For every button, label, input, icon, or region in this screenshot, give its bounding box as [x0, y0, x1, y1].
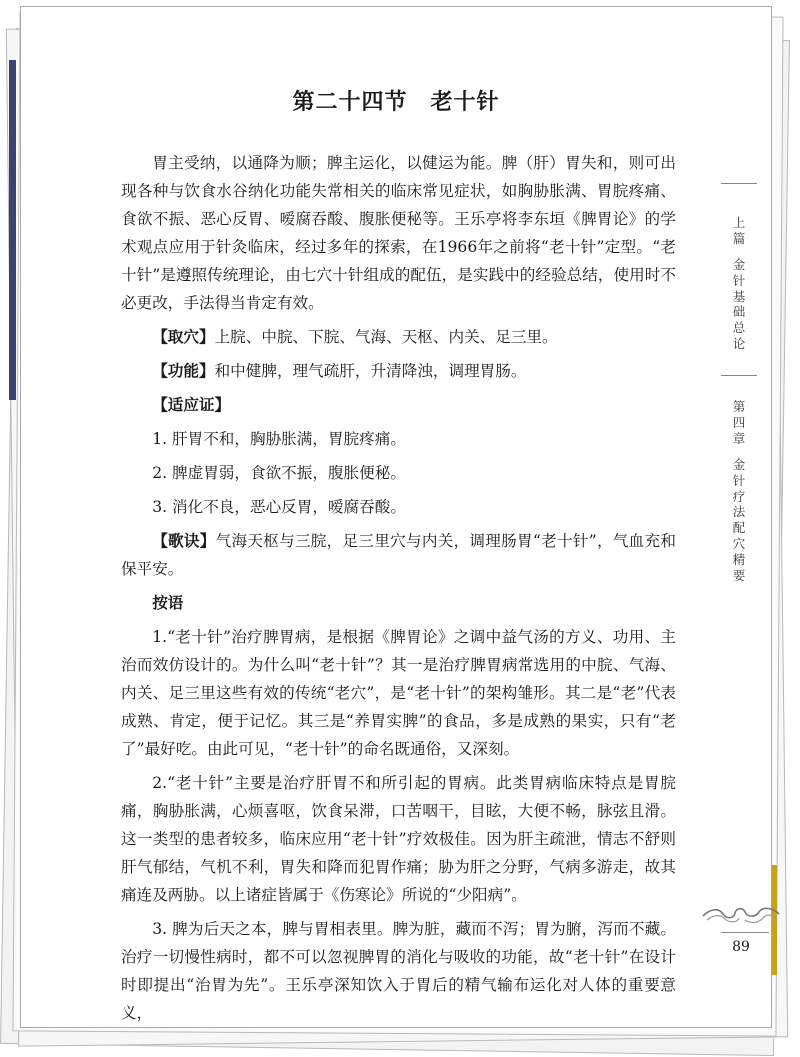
- indications-label: 【适应证】: [152, 396, 231, 414]
- verse-label: 【歌诀】: [152, 532, 216, 550]
- acupoints-label: 【取穴】: [152, 328, 215, 346]
- note-item: 2.“老十针”主要是治疗肝胃不和所引起的胃病。此类胃病临床特点是胃脘痛，胸胁胀满，心烦喜呕，饮食呆滞，口苦咽干，目眩，大便不畅，脉弦且滑。这一类型的患者较多，临床应用“老十针”疗效极佳。因为肝主疏泄，情志不舒则肝气郁结，气机不利，胃失和降而犯胃作痛；胁为肝之分野，气病多游走，故其痛连及两胁。以上诸症皆属于《伤寒论》所说的“少阳病”。: [121, 774, 676, 904]
- side-rule: [721, 183, 757, 184]
- page-number-rule: [721, 932, 769, 933]
- side-rule: [721, 375, 757, 376]
- cover-edge-left: [9, 60, 16, 400]
- intro-paragraph: 胃主受纳，以通降为顺；脾主运化，以健运为能。脾（肝）胃失和，则可出现各种与饮食水谷纳化功能失常相关的临床常见症状，如胸胁胀满、胃脘疼痛、食欲不振、恶心反胃、嗳腐吞酸、腹胀便秘等。王乐亭将李东垣《脾胃论》的学术观点应用于针灸临床，经过多年的探索，在1966年之前将“老十针”定型。“老十针”是遵照传统理论，由七穴十针组成的配伍，是实践中的经验总结，使用时不必更改，手法得当肯定有效。: [121, 154, 676, 312]
- page-body: [121, 149, 676, 1033]
- indications-heading: [121, 391, 676, 419]
- page-number: 89: [732, 939, 750, 955]
- side-chapter-title: 金针疗法配穴精要: [732, 457, 746, 583]
- side-part: 上篇: [732, 215, 746, 246]
- cloud-ornament-icon: [701, 902, 781, 928]
- notes-heading: 按语: [152, 594, 184, 612]
- function-paragraph: [121, 357, 676, 385]
- function-label: 【功能】: [152, 362, 215, 380]
- note-item: 1.“老十针”治疗脾胃病，是根据《脾胃论》之调中益气汤的方义、功用、主治而效仿设计的。为什么叫“老十针”？其一是治疗脾胃病常选用的中脘、气海、内关、足三里这些有效的传统“老穴”，是“老十针”的架构雏形。其二是“老”代表成熟、肯定，便于记忆。其三是“养胃实脾”的食品，多是成熟的果实，只有“老了”最好吃。由此可见，“老十针”的命名既通俗，又深刻。: [121, 628, 676, 758]
- acupoints-paragraph: [121, 323, 676, 351]
- side-chapter: 第四章: [732, 399, 746, 446]
- verse-paragraph: [121, 527, 676, 583]
- indication-item: 3. 消化不良，恶心反胃，嗳腐吞酸。: [152, 498, 406, 516]
- indication-item: 2. 脾虚胃弱，食欲不振，腹胀便秘。: [152, 464, 406, 482]
- note-item: 3. 脾为后天之本，脾与胃相表里。脾为脏，藏而不泻；胃为腑，泻而不藏。治疗一切慢性病时，都不可以忽视脾胃的消化与吸收的功能，故“老十针”在设计时即提出“治胃为先”。王乐亭深知饮入于胃后的精气输布运化对人体的重要意义，: [121, 920, 676, 1022]
- indication-item: 1. 肝胃不和，胸胁胀满，胃脘疼痛。: [152, 430, 406, 448]
- section-title: 第二十四节 老十针: [292, 90, 500, 115]
- function-text: 和中健脾，理气疏肝，升清降浊，调理胃肠。: [214, 362, 527, 380]
- verse-text: 气海天枢与三脘，足三里穴与内关，调理肠胃“老十针”，气血充和保平安。: [121, 532, 676, 578]
- side-part-title: 金针基础总论: [732, 257, 746, 351]
- acupoints-text: 上脘、中脘、下脘、气海、天枢、内关、足三里。: [214, 328, 558, 346]
- book-page: [20, 6, 772, 1028]
